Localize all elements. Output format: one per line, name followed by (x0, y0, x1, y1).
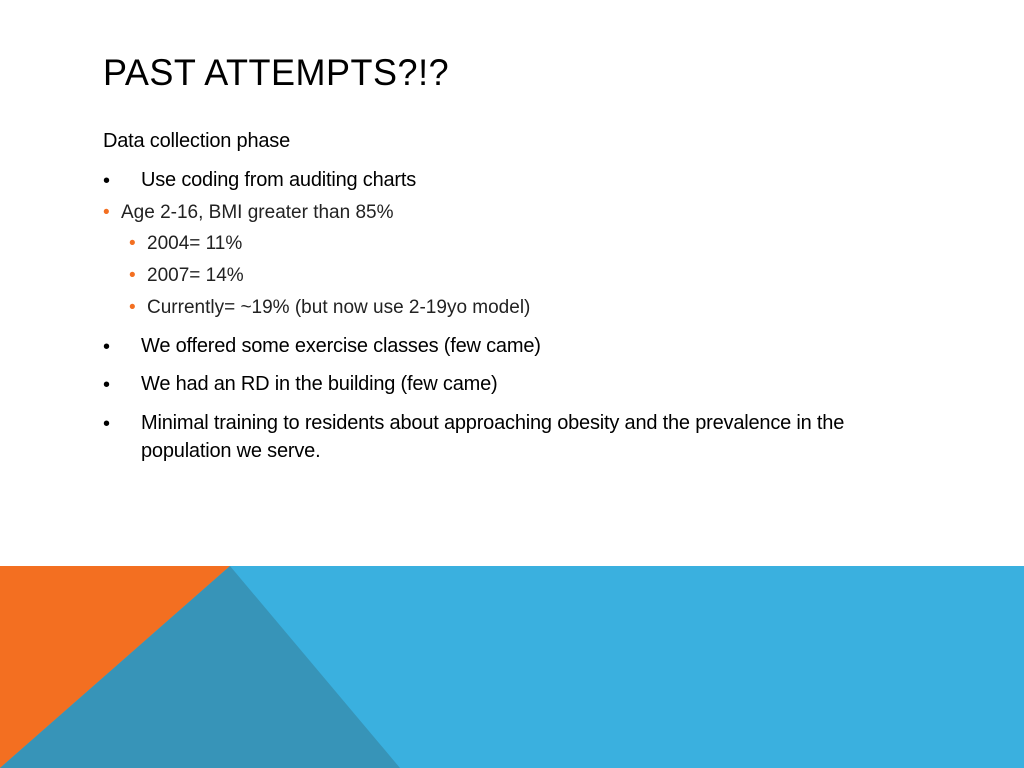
sub-bullet-marker: • (129, 297, 136, 318)
bullet-text: Minimal training to residents about approaching obesity and the prevalence in the population we serve. (141, 412, 845, 462)
bullet-text: We offered some exercise classes (few came) (141, 335, 541, 357)
sub-bullet-text: Age 2-16, BMI greater than 85% (121, 202, 394, 223)
slide-title: PAST ATTEMPTS?!? (103, 51, 450, 94)
sub-bullet-text: Currently= ~19% (but now use 2-19yo model) (147, 297, 531, 318)
sub-bullet-marker: • (129, 265, 136, 286)
decorative-footer-shapes (0, 566, 1024, 768)
sub-bullet-marker: • (129, 233, 136, 254)
section-heading: Data collection phase (103, 130, 291, 152)
bullet-text: Use coding from auditing charts (141, 169, 417, 191)
sub-bullet-text: 2004= 11% (147, 233, 243, 254)
bullet-marker: • (103, 336, 110, 358)
bullet-marker: • (103, 374, 110, 396)
bullet-text: We had an RD in the building (few came) (141, 373, 498, 395)
bullet-marker: • (103, 170, 110, 192)
sub-bullet-text: 2007= 14% (147, 265, 244, 286)
sub-bullet-marker: • (103, 202, 110, 223)
bullet-marker: • (103, 413, 110, 435)
